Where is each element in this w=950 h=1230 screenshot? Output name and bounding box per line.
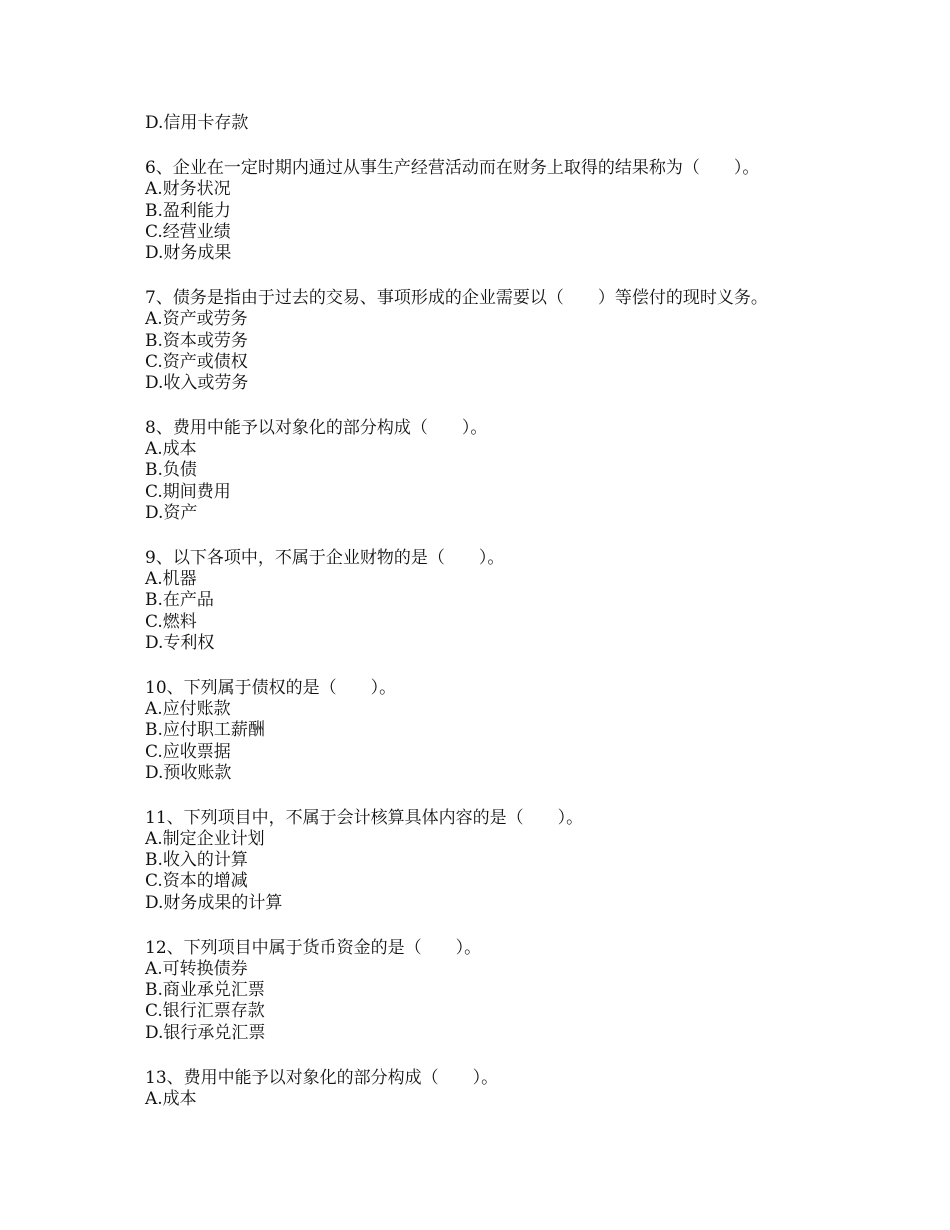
option-a: A.成本 [145, 439, 197, 460]
option-c: C.经营业绩 [145, 221, 231, 242]
option-a: A.可转换债券 [145, 959, 248, 979]
question-list [145, 113, 915, 1110]
option-d: D.财务成果的计算 [145, 892, 283, 913]
option-c: C.期间费用 [145, 481, 231, 502]
option-c: C.银行汇票存款 [145, 1001, 265, 1022]
question-stem: 8、费用中能予以对象化的部分构成（ ）。 [145, 418, 488, 439]
option-a: A.财务状况 [145, 179, 231, 200]
question-13 [145, 1068, 915, 1110]
option-b: B.收入的计算 [145, 850, 248, 871]
option-a: A.应付账款 [145, 699, 231, 720]
option-b: B.在产品 [145, 590, 214, 611]
question-6 [145, 158, 915, 264]
option-c: C.资产或债权 [145, 351, 248, 372]
option-d: D.收入或劳务 [145, 372, 249, 393]
option-a: A.资产或劳务 [145, 309, 248, 330]
option-b: B.资本或劳务 [145, 330, 248, 351]
option-d: D.专利权 [145, 632, 215, 653]
question-stem: 10、下列属于债权的是（ ）。 [145, 677, 397, 698]
question-stem: 13、费用中能予以对象化的部分构成（ ）。 [145, 1067, 499, 1088]
option-c: C.燃料 [145, 611, 197, 632]
question-11 [145, 808, 915, 914]
question-stem: 9、以下各项中，不属于企业财物的是（ ）。 [145, 548, 505, 568]
option-c: C.应收票据 [145, 741, 231, 762]
question-12 [145, 938, 915, 1044]
question-8 [145, 418, 915, 524]
question-5-tail [145, 113, 915, 134]
option-d: D.财务成果 [145, 242, 232, 263]
option-d: D.银行承兑汇票 [145, 1022, 266, 1043]
question-stem: 6、企业在一定时期内通过从事生产经营活动而在财务上取得的结果称为（ ）。 [145, 158, 760, 179]
option-d: D.资产 [145, 502, 198, 523]
question-stem: 12、下列项目中属于货币资金的是（ ）。 [145, 937, 482, 958]
question-9 [145, 548, 915, 654]
option-b: B.盈利能力 [145, 200, 231, 221]
option-c: C.资本的增减 [145, 871, 248, 892]
option-a: A.机器 [145, 569, 197, 590]
question-7 [145, 288, 915, 394]
question-stem: 11、下列项目中，不属于会计核算具体内容的是（ ）。 [145, 807, 584, 828]
option-b: B.应付职工薪酬 [145, 720, 265, 741]
option-b: B.商业承兑汇票 [145, 980, 265, 1001]
option-a: A.成本 [145, 1088, 197, 1109]
question-stem: 7、债务是指由于过去的交易、事项形成的企业需要以（ ）等偿付的现时义务。 [145, 288, 768, 309]
question-10 [145, 678, 915, 784]
option-b: B.负债 [145, 460, 197, 481]
option-d: D.信用卡存款 [145, 113, 249, 133]
option-a: A.制定企业计划 [145, 829, 265, 850]
option-d: D.预收账款 [145, 762, 232, 783]
